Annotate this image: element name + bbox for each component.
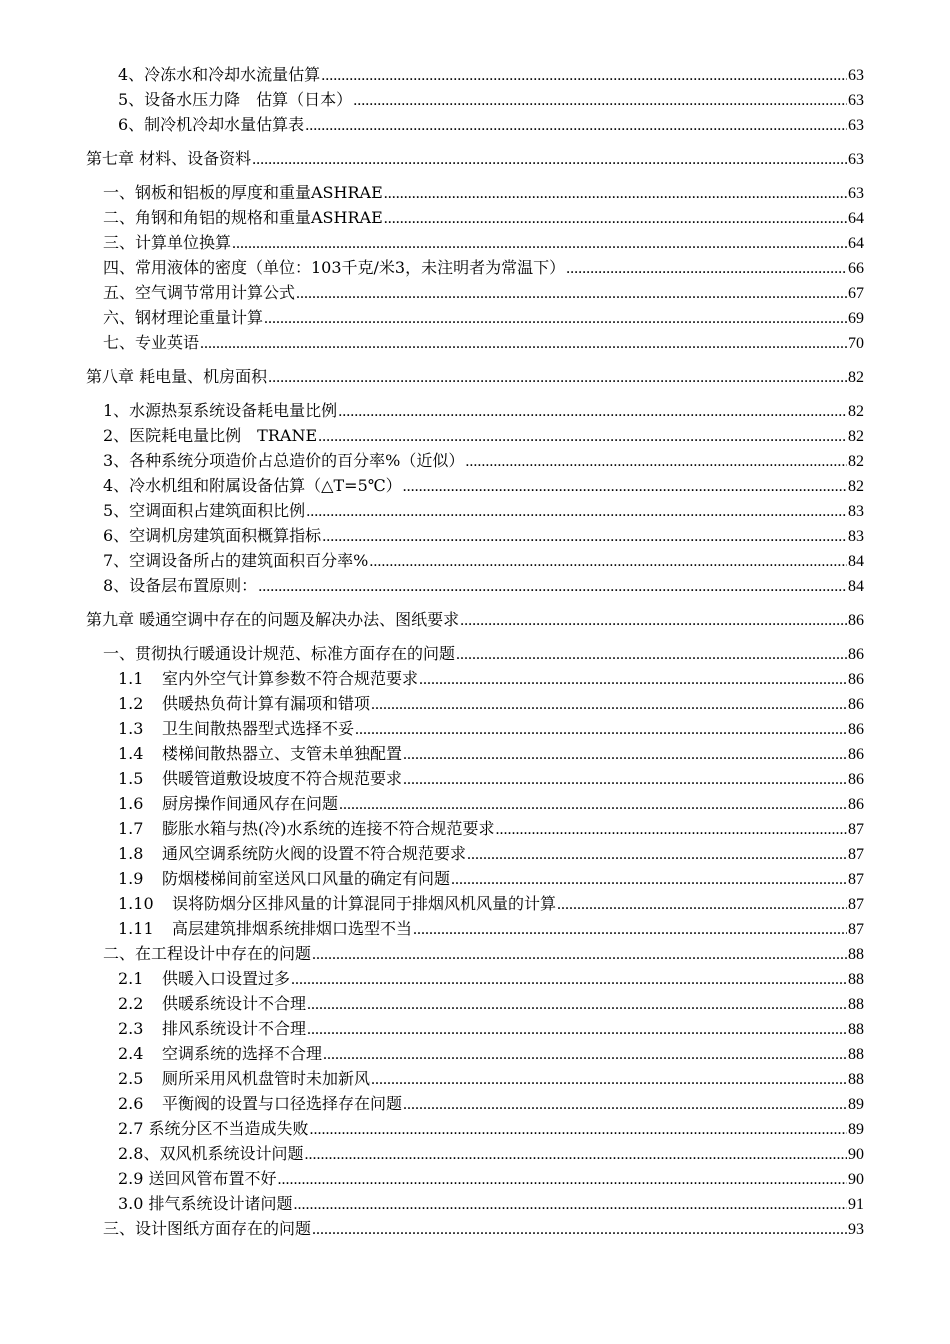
toc-entry-title bbox=[118, 666, 418, 691]
toc-entry-label: 厨房操作间通风存在问题 bbox=[162, 794, 339, 813]
toc-entry-title bbox=[118, 766, 402, 791]
dot-leader bbox=[384, 206, 847, 231]
toc-page-number: 87 bbox=[848, 846, 864, 863]
toc-entry[interactable] bbox=[0, 1016, 864, 1041]
toc-entry-label: 6、制冷机冷却水量估算表 bbox=[118, 115, 305, 134]
toc-entry-number: 2.6 bbox=[118, 1094, 144, 1113]
toc-entry[interactable] bbox=[0, 641, 864, 666]
dot-leader bbox=[307, 992, 847, 1017]
toc-entry-label: 室内外空气计算参数不符合规范要求 bbox=[162, 669, 419, 688]
toc-entry[interactable] bbox=[0, 716, 864, 741]
dot-leader bbox=[264, 306, 847, 331]
toc-entry-title bbox=[103, 548, 368, 573]
toc-page-number: 86 bbox=[848, 721, 864, 738]
dot-leader bbox=[321, 63, 847, 88]
dot-leader bbox=[306, 499, 847, 524]
table-of-contents bbox=[0, 62, 950, 1241]
toc-entry-label: 防烟楼梯间前室送风口风量的确定有问题 bbox=[162, 869, 451, 888]
toc-entry[interactable] bbox=[0, 573, 864, 598]
toc-page-number: 91 bbox=[848, 1196, 864, 1213]
dot-leader bbox=[403, 742, 847, 767]
toc-entry-title bbox=[103, 205, 383, 230]
toc-page-number: 88 bbox=[848, 971, 864, 988]
toc-entry-title bbox=[118, 791, 338, 816]
toc-page-number: 82 bbox=[848, 369, 864, 386]
toc-chapter-entry[interactable] bbox=[0, 146, 864, 171]
toc-page-number: 63 bbox=[848, 92, 864, 109]
toc-page-number: 86 bbox=[848, 796, 864, 813]
toc-entry-label: 通风空调系统防火阀的设置不符合规范要求 bbox=[162, 844, 467, 863]
toc-entry-title bbox=[118, 891, 556, 916]
toc-entry-title bbox=[103, 523, 321, 548]
toc-entry-label: 排风系统设计不合理 bbox=[162, 1019, 307, 1038]
toc-entry-number: 2.2 bbox=[118, 994, 144, 1013]
toc-entry-label: 第七章 材料、设备资料 bbox=[86, 149, 252, 168]
toc-entry-title bbox=[118, 87, 352, 112]
dot-leader bbox=[566, 256, 847, 281]
dot-leader bbox=[294, 1192, 847, 1217]
dot-leader bbox=[419, 667, 847, 692]
toc-entry[interactable] bbox=[0, 1191, 864, 1216]
toc-entry-label: 供暖系统设计不合理 bbox=[162, 994, 307, 1013]
toc-page-number: 82 bbox=[848, 478, 864, 495]
dot-leader bbox=[339, 792, 847, 817]
toc-entry[interactable] bbox=[0, 205, 864, 230]
dot-leader bbox=[369, 549, 847, 574]
dot-leader bbox=[403, 1092, 847, 1117]
toc-page-number: 86 bbox=[848, 612, 864, 629]
dot-leader bbox=[252, 147, 847, 172]
dot-leader bbox=[413, 917, 847, 942]
toc-entry-number: 1.1 bbox=[118, 669, 144, 688]
toc-entry[interactable] bbox=[0, 691, 864, 716]
dot-leader bbox=[323, 1042, 847, 1067]
toc-entry-number: 1.10 bbox=[118, 894, 154, 913]
toc-page-number: 69 bbox=[848, 310, 864, 327]
toc-entry-label: 1、水源热泵系统设备耗电量比例 bbox=[103, 401, 338, 420]
toc-entry-title bbox=[118, 1166, 277, 1191]
toc-entry-title bbox=[118, 916, 412, 941]
toc-entry-title bbox=[118, 1016, 306, 1041]
toc-entry-title bbox=[118, 716, 354, 741]
toc-entry-label: 七、专业英语 bbox=[103, 333, 200, 352]
toc-entry-label: 供暖管道敷设坡度不符合规范要求 bbox=[162, 769, 403, 788]
dot-leader bbox=[322, 524, 847, 549]
toc-entry-title bbox=[118, 1066, 370, 1091]
toc-entry-title bbox=[103, 498, 305, 523]
toc-entry[interactable] bbox=[0, 398, 864, 423]
toc-entry[interactable] bbox=[0, 891, 864, 916]
toc-entry-title bbox=[118, 1041, 322, 1066]
toc-entry[interactable] bbox=[0, 112, 864, 137]
toc-entry-label: 2.8、双风机系统设计问题 bbox=[118, 1144, 304, 1163]
toc-entry[interactable] bbox=[0, 866, 864, 891]
toc-entry-label: 一、贯彻执行暖通设计规范、标准方面存在的问题 bbox=[103, 644, 456, 663]
toc-entry[interactable] bbox=[0, 941, 864, 966]
toc-entry-label: 6、空调机房建筑面积概算指标 bbox=[103, 526, 322, 545]
toc-entry-label: 四、常用液体的密度（单位：103千克/米3，未注明者为常温下） bbox=[103, 258, 566, 277]
dot-leader bbox=[310, 1117, 847, 1142]
toc-entry-number: 2.5 bbox=[118, 1069, 144, 1088]
dot-leader bbox=[371, 692, 847, 717]
toc-entry[interactable] bbox=[0, 816, 864, 841]
toc-entry-label: 第八章 耗电量、机房面积 bbox=[86, 367, 268, 386]
dot-leader bbox=[338, 399, 847, 424]
toc-page-number: 86 bbox=[848, 696, 864, 713]
dot-leader bbox=[496, 817, 848, 842]
toc-entry-number: 1.5 bbox=[118, 769, 144, 788]
toc-page-number: 63 bbox=[848, 117, 864, 134]
toc-entry-label: 平衡阀的设置与口径选择存在问题 bbox=[162, 1094, 403, 1113]
toc-chapter-entry[interactable] bbox=[0, 364, 864, 389]
toc-entry[interactable] bbox=[0, 1066, 864, 1091]
toc-entry-label: 厕所采用风机盘管时未加新风 bbox=[162, 1069, 371, 1088]
toc-page-number: 88 bbox=[848, 1071, 864, 1088]
toc-entry-label: 3.0 排气系统设计诸问题 bbox=[118, 1194, 293, 1213]
toc-entry-title bbox=[103, 473, 402, 498]
toc-entry-label: 2.9 送回风管布置不好 bbox=[118, 1169, 277, 1188]
toc-page-number: 87 bbox=[848, 871, 864, 888]
toc-page-number: 83 bbox=[848, 528, 864, 545]
toc-entry[interactable] bbox=[0, 741, 864, 766]
toc-entry[interactable] bbox=[0, 180, 864, 205]
toc-entry[interactable] bbox=[0, 62, 864, 87]
toc-page-number: 90 bbox=[848, 1146, 864, 1163]
toc-page-number: 64 bbox=[848, 210, 864, 227]
toc-entry-label: 8、设备层布置原则： bbox=[103, 576, 258, 595]
toc-chapter-entry[interactable] bbox=[0, 607, 864, 632]
toc-entry-title bbox=[118, 112, 304, 137]
toc-entry[interactable] bbox=[0, 1216, 864, 1241]
dot-leader bbox=[355, 717, 847, 742]
toc-entry[interactable] bbox=[0, 841, 864, 866]
toc-entry-label: 六、钢材理论重量计算 bbox=[103, 308, 264, 327]
toc-entry-label: 膨胀水箱与热(冷)水系统的连接不符合规范要求 bbox=[162, 819, 495, 838]
toc-entry-label: 三、设计图纸方面存在的问题 bbox=[103, 1219, 312, 1238]
toc-page-number: 90 bbox=[848, 1171, 864, 1188]
toc-entry-label: 4、冷冻水和冷却水流量估算 bbox=[118, 65, 321, 84]
toc-page-number: 87 bbox=[848, 896, 864, 913]
toc-entry-title bbox=[103, 448, 464, 473]
dot-leader bbox=[200, 331, 847, 356]
toc-entry-title bbox=[118, 741, 402, 766]
dot-leader bbox=[451, 867, 847, 892]
dot-leader bbox=[232, 231, 847, 256]
toc-page-number: 66 bbox=[848, 260, 864, 277]
toc-entry-label: 供暖入口设置过多 bbox=[162, 969, 291, 988]
toc-entry-number: 1.2 bbox=[118, 694, 144, 713]
dot-leader bbox=[467, 842, 847, 867]
toc-entry-title bbox=[118, 841, 466, 866]
toc-entry-number: 1.6 bbox=[118, 794, 144, 813]
dot-leader bbox=[278, 1167, 847, 1192]
toc-page-number: 87 bbox=[848, 921, 864, 938]
dot-leader bbox=[460, 608, 847, 633]
dot-leader bbox=[403, 767, 847, 792]
toc-page-number: 88 bbox=[848, 996, 864, 1013]
dot-leader bbox=[371, 1067, 847, 1092]
toc-entry[interactable] bbox=[0, 1141, 864, 1166]
toc-entry-number: 2.3 bbox=[118, 1019, 144, 1038]
toc-entry-number: 1.4 bbox=[118, 744, 144, 763]
dot-leader bbox=[312, 1217, 847, 1242]
dot-leader bbox=[403, 474, 847, 499]
toc-entry[interactable] bbox=[0, 766, 864, 791]
toc-entry-title bbox=[103, 941, 311, 966]
dot-leader bbox=[312, 942, 847, 967]
toc-entry-number: 2.4 bbox=[118, 1044, 144, 1063]
dot-leader bbox=[318, 424, 847, 449]
toc-entry-number: 2.1 bbox=[118, 969, 144, 988]
dot-leader bbox=[291, 967, 847, 992]
toc-entry-label: 2、医院耗电量比例 TRANE bbox=[103, 426, 318, 445]
toc-entry-label: 卫生间散热器型式选择不妥 bbox=[162, 719, 355, 738]
toc-entry[interactable] bbox=[0, 548, 864, 573]
toc-entry[interactable] bbox=[0, 423, 864, 448]
toc-entry-title bbox=[103, 398, 337, 423]
toc-entry-number: 1.11 bbox=[118, 919, 154, 938]
toc-page-number: 84 bbox=[848, 553, 864, 570]
toc-entry-number: 1.8 bbox=[118, 844, 144, 863]
toc-page-number: 87 bbox=[848, 821, 864, 838]
toc-entry-title bbox=[118, 991, 306, 1016]
dot-leader bbox=[307, 1017, 847, 1042]
toc-entry[interactable] bbox=[0, 1041, 864, 1066]
toc-entry-title bbox=[118, 1091, 402, 1116]
toc-page-number: 82 bbox=[848, 453, 864, 470]
toc-entry-label: 2.7 系统分区不当造成失败 bbox=[118, 1119, 309, 1138]
toc-entry-label: 4、冷水机组和附属设备估算（△T=5℃） bbox=[103, 476, 402, 495]
toc-entry-title bbox=[86, 607, 459, 632]
toc-entry-label: 二、在工程设计中存在的问题 bbox=[103, 944, 312, 963]
toc-page-number: 89 bbox=[848, 1121, 864, 1138]
toc-entry-title bbox=[103, 423, 317, 448]
toc-entry-title bbox=[103, 1216, 311, 1241]
toc-entry[interactable] bbox=[0, 230, 864, 255]
toc-entry-label: 5、设备水压力降 估算（日本） bbox=[118, 90, 353, 109]
toc-entry[interactable] bbox=[0, 448, 864, 473]
toc-page-number: 93 bbox=[848, 1221, 864, 1238]
toc-entry[interactable] bbox=[0, 87, 864, 112]
toc-entry[interactable] bbox=[0, 473, 864, 498]
toc-entry-title bbox=[118, 691, 370, 716]
toc-entry[interactable] bbox=[0, 498, 864, 523]
toc-page-number: 86 bbox=[848, 671, 864, 688]
toc-entry-number: 1.9 bbox=[118, 869, 144, 888]
toc-page-number: 86 bbox=[848, 746, 864, 763]
toc-entry[interactable] bbox=[0, 330, 864, 355]
dot-leader bbox=[296, 281, 847, 306]
toc-page-number: 67 bbox=[848, 285, 864, 302]
toc-page-number: 82 bbox=[848, 403, 864, 420]
toc-entry[interactable] bbox=[0, 916, 864, 941]
dot-leader bbox=[465, 449, 847, 474]
toc-entry-label: 一、钢板和铝板的厚度和重量ASHRAE bbox=[103, 183, 383, 202]
toc-entry-title bbox=[86, 146, 251, 171]
toc-entry[interactable] bbox=[0, 305, 864, 330]
toc-page-number: 63 bbox=[848, 67, 864, 84]
toc-page-number: 86 bbox=[848, 771, 864, 788]
toc-entry-title bbox=[118, 1191, 293, 1216]
toc-entry-label: 5、空调面积占建筑面积比例 bbox=[103, 501, 306, 520]
dot-leader bbox=[353, 88, 847, 113]
toc-page-number: 83 bbox=[848, 503, 864, 520]
dot-leader bbox=[384, 181, 847, 206]
dot-leader bbox=[305, 113, 847, 138]
toc-entry-number: 1.3 bbox=[118, 719, 144, 738]
toc-entry-title bbox=[103, 305, 263, 330]
toc-entry-number: 1.7 bbox=[118, 819, 144, 838]
toc-entry-label: 高层建筑排烟系统排烟口选型不当 bbox=[172, 919, 413, 938]
dot-leader bbox=[304, 1142, 847, 1167]
toc-entry-title bbox=[118, 1141, 303, 1166]
toc-entry[interactable] bbox=[0, 255, 864, 280]
toc-page-number: 64 bbox=[848, 235, 864, 252]
toc-entry-title bbox=[103, 255, 565, 280]
toc-entry-title bbox=[103, 573, 257, 598]
toc-page-number: 70 bbox=[848, 335, 864, 352]
toc-entry-title bbox=[86, 364, 267, 389]
toc-entry[interactable] bbox=[0, 1091, 864, 1116]
toc-entry-title bbox=[118, 966, 290, 991]
toc-entry-label: 3、各种系统分项造价占总造价的百分率%（近似） bbox=[103, 451, 465, 470]
toc-page-number: 88 bbox=[848, 946, 864, 963]
dot-leader bbox=[557, 892, 847, 917]
toc-entry-title bbox=[118, 1116, 309, 1141]
toc-entry-title bbox=[103, 230, 231, 255]
toc-entry[interactable] bbox=[0, 966, 864, 991]
toc-page-number: 84 bbox=[848, 578, 864, 595]
toc-entry-label: 第九章 暖通空调中存在的问题及解决办法、图纸要求 bbox=[86, 610, 460, 629]
toc-entry-title bbox=[118, 816, 495, 841]
toc-entry[interactable] bbox=[0, 523, 864, 548]
toc-entry[interactable] bbox=[0, 991, 864, 1016]
toc-page-number: 63 bbox=[848, 185, 864, 202]
dot-leader bbox=[268, 365, 847, 390]
dot-leader bbox=[456, 642, 847, 667]
toc-page-number: 88 bbox=[848, 1021, 864, 1038]
toc-entry-label: 楼梯间散热器立、支管未单独配置 bbox=[162, 744, 403, 763]
toc-entry-label: 7、空调设备所占的建筑面积百分率% bbox=[103, 551, 369, 570]
toc-entry-label: 二、角钢和角铝的规格和重量ASHRAE bbox=[103, 208, 383, 227]
toc-entry-title bbox=[103, 280, 295, 305]
toc-page-number: 88 bbox=[848, 1046, 864, 1063]
toc-entry-title bbox=[103, 330, 199, 355]
toc-page-number: 89 bbox=[848, 1096, 864, 1113]
toc-entry-label: 空调系统的选择不合理 bbox=[162, 1044, 323, 1063]
toc-entry-label: 供暖热负荷计算有漏项和错项 bbox=[162, 694, 371, 713]
toc-entry[interactable] bbox=[0, 791, 864, 816]
toc-entry[interactable] bbox=[0, 1116, 864, 1141]
toc-page-number: 63 bbox=[848, 151, 864, 168]
toc-entry[interactable] bbox=[0, 280, 864, 305]
toc-entry[interactable] bbox=[0, 1166, 864, 1191]
toc-entry-label: 五、空气调节常用计算公式 bbox=[103, 283, 296, 302]
toc-entry[interactable] bbox=[0, 666, 864, 691]
toc-entry-label: 三、计算单位换算 bbox=[103, 233, 232, 252]
toc-page-number: 86 bbox=[848, 646, 864, 663]
dot-leader bbox=[258, 574, 847, 599]
toc-page-number: 82 bbox=[848, 428, 864, 445]
toc-entry-title bbox=[103, 641, 455, 666]
toc-entry-title bbox=[118, 866, 450, 891]
toc-entry-label: 误将防烟分区排风量的计算混同于排烟风机风量的计算 bbox=[172, 894, 557, 913]
toc-entry-title bbox=[103, 180, 383, 205]
toc-entry-title bbox=[118, 62, 320, 87]
